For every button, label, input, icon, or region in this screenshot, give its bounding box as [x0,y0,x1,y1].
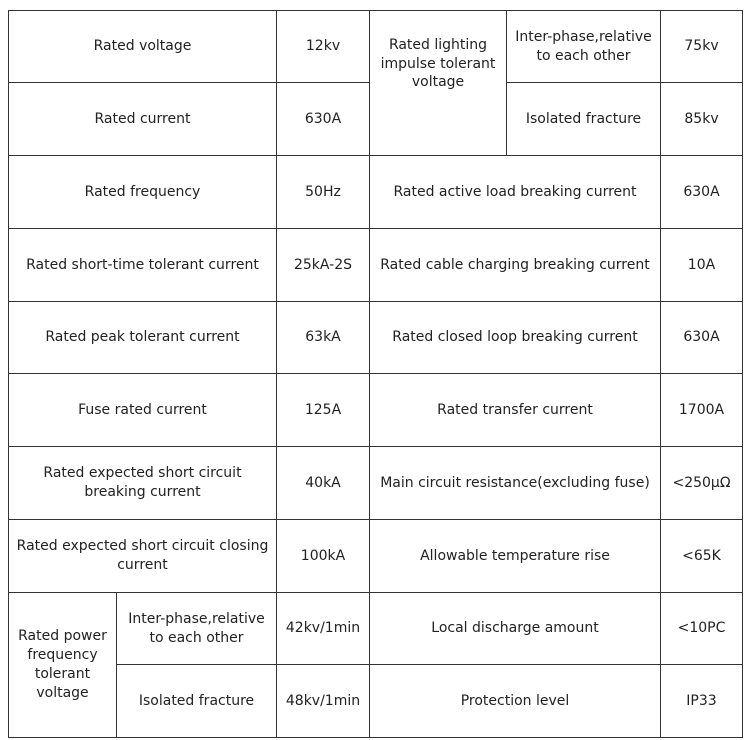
cell-value: IP33 [661,665,743,738]
table-row [9,374,743,446]
cell-label: Main circuit resistance(excluding fuse) [370,446,661,520]
cell-sub-label: Isolated fracture [117,665,277,738]
cell-label: Allowable temperature rise [370,520,661,592]
cell-label: Rated closed loop breaking current [370,301,661,373]
cell-value: 1700A [661,374,743,446]
specifications-table [8,10,743,738]
table-row [9,446,743,520]
cell-value: <65K [661,520,743,592]
cell-sub-label: Isolated fracture [507,83,661,155]
table-row [9,592,743,664]
cell-label: Local discharge amount [370,592,661,664]
cell-label: Rated transfer current [370,374,661,446]
cell-value: 630A [277,83,370,155]
cell-value: 48kv/1min [277,665,370,738]
cell-value: 25kA-2S [277,229,370,301]
cell-value: 85kv [661,83,743,155]
cell-value: 63kA [277,301,370,373]
cell-value: 630A [661,301,743,373]
table-row [9,665,743,738]
cell-label: Rated voltage [9,11,277,83]
cell-label: Protection level [370,665,661,738]
cell-value: <10PC [661,592,743,664]
table-row [9,11,743,83]
cell-value: 100kA [277,520,370,592]
cell-label: Rated expected short circuit breaking current [9,446,277,520]
cell-label: Rated cable charging breaking current [370,229,661,301]
cell-label: Rated expected short circuit closing current [9,520,277,592]
cell-value: 40kA [277,446,370,520]
cell-value: 630A [661,155,743,229]
cell-value: 42kv/1min [277,592,370,664]
cell-value: 10A [661,229,743,301]
table-row [9,301,743,373]
cell-sub-label: Inter-phase,relative to each other [507,11,661,83]
cell-group-label: Rated lighting impulse tolerant voltage [370,11,507,156]
cell-sub-label: Inter-phase,relative to each other [117,592,277,664]
table-row [9,229,743,301]
cell-label: Rated frequency [9,155,277,229]
cell-label: Rated active load breaking current [370,155,661,229]
cell-value: 75kv [661,11,743,83]
cell-label: Rated current [9,83,277,155]
cell-value: 12kv [277,11,370,83]
table-row [9,155,743,229]
cell-label: Rated peak tolerant current [9,301,277,373]
cell-label: Rated short-time tolerant current [9,229,277,301]
cell-value: <250μΩ [661,446,743,520]
cell-group-label: Rated power frequency tolerant voltage [9,592,117,737]
cell-value: 50Hz [277,155,370,229]
cell-label: Fuse rated current [9,374,277,446]
table-row [9,520,743,592]
cell-value: 125A [277,374,370,446]
